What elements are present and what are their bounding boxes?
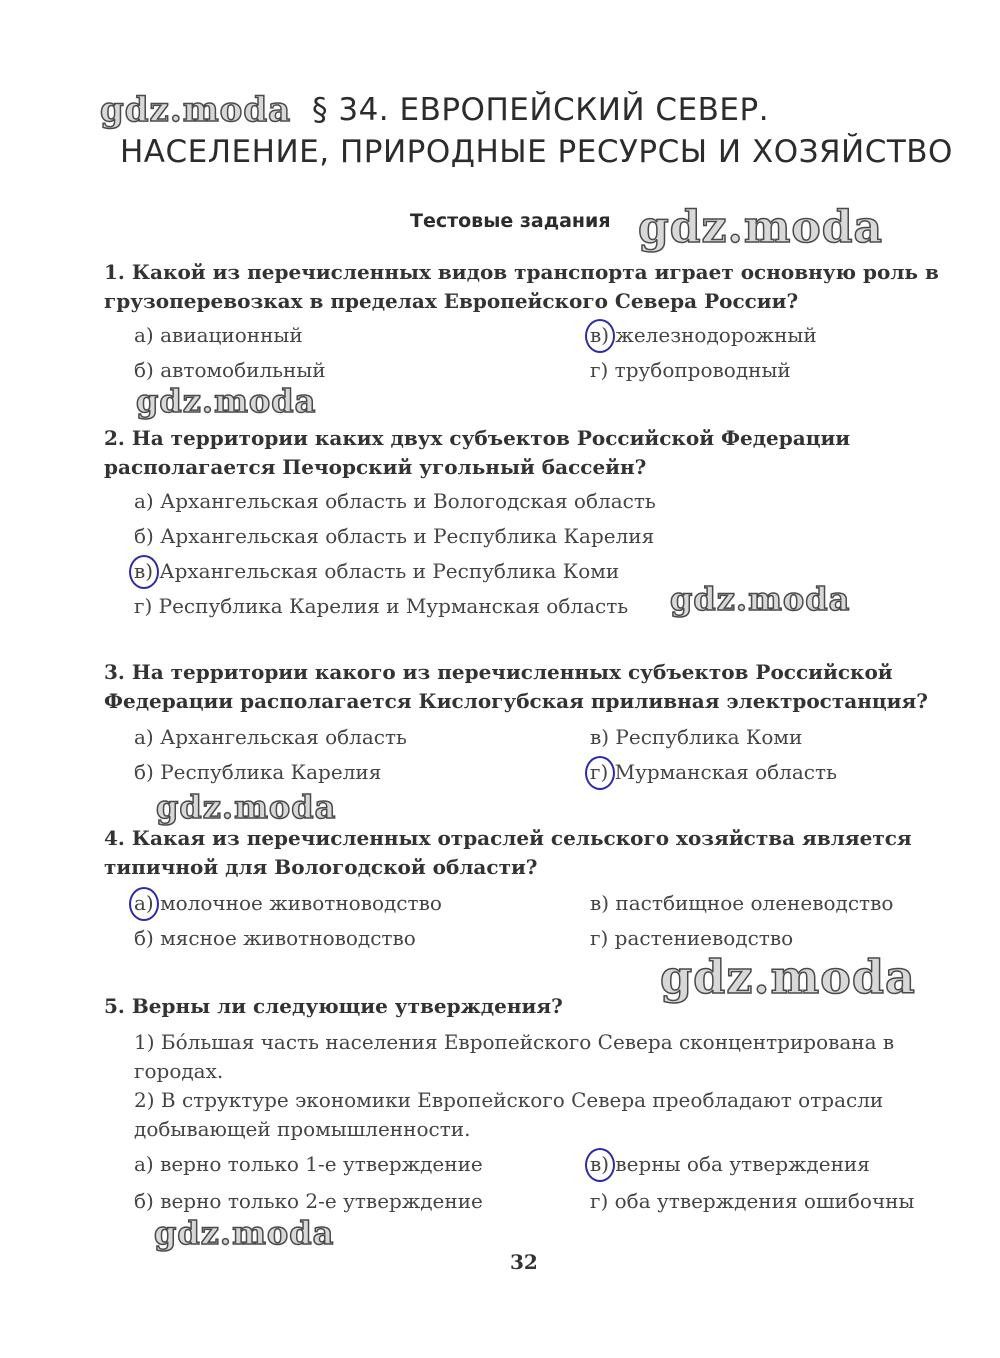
q2-option-a: а) Архангельская область и Вологодская область bbox=[134, 489, 656, 513]
page-number: 32 bbox=[510, 1250, 538, 1274]
q1-option-b: б) автомобильный bbox=[134, 358, 326, 382]
q5-option-b: б) верно только 2-е утверждение bbox=[134, 1189, 483, 1213]
q2-answer-circle: в) bbox=[134, 559, 154, 583]
q3-option-g-text: Мурманская область bbox=[608, 760, 837, 784]
q2-option-b: б) Архангельская область и Республика Карелия bbox=[134, 524, 655, 548]
watermark-logo: gdz.moda bbox=[660, 950, 916, 1004]
q2-option-v bbox=[134, 558, 619, 584]
title-line-2: НАСЕЛЕНИЕ, ПРИРОДНЫЕ РЕСУРСЫ И ХОЗЯЙСТВО bbox=[120, 134, 953, 170]
q3-option-v: в) Республика Коми bbox=[590, 725, 803, 749]
q1-option-v-text: железнодорожный bbox=[609, 323, 817, 347]
q5-statement-2: 2) В структуре экономики Европейского Севера преобладают отрасли добывающей промышленности. bbox=[134, 1088, 884, 1141]
watermark-logo: gdz.moda bbox=[638, 202, 884, 253]
q4-option-b: б) мясное животноводство bbox=[134, 926, 416, 950]
watermark-logo: gdz.moda bbox=[156, 788, 337, 826]
section-heading: Тестовые задания bbox=[410, 210, 611, 232]
question-2: 2. На территории каких двух субъектов Российской Федерации располагается Печорский угольный бассейн? bbox=[104, 426, 851, 479]
q4-option-a bbox=[134, 890, 442, 916]
q1-option-g: г) трубопроводный bbox=[590, 358, 791, 382]
question-3: 3. На территории какого из перечисленных субъектов Российской Федерации располагается Кислогубская приливная электростанция? bbox=[104, 660, 928, 713]
q4-option-g: г) растениеводство bbox=[590, 926, 794, 950]
question-5: 5. Верны ли следующие утверждения? bbox=[104, 994, 563, 1018]
question-4: 4. Какая из перечисленных отраслей сельского хозяйства является типичной для Вологодской области? bbox=[104, 826, 912, 879]
q5-option-v-text: верны оба утверждения bbox=[609, 1152, 870, 1176]
q3-answer-circle: г) bbox=[590, 760, 609, 784]
q4-option-a-text: молочное животноводство bbox=[153, 891, 442, 915]
q5-option-a: а) верно только 1-е утверждение bbox=[134, 1152, 483, 1176]
watermark-logo: gdz.moda bbox=[670, 580, 851, 618]
q5-statement-1: 1) Бóльшая часть населения Европейского Севера сконцентрирована в городах. bbox=[134, 1030, 895, 1083]
question-1: 1. Какой из перечисленных видов транспорта играет основную роль в грузоперевозках в пределах Европейского Севера России? bbox=[104, 260, 939, 313]
watermark-logo: gdz.moda bbox=[100, 90, 292, 130]
q2-option-v-text: Архангельская область и Республика Коми bbox=[153, 559, 620, 583]
q5-option-v bbox=[590, 1151, 870, 1177]
q3-option-a: а) Архангельская область bbox=[134, 725, 407, 749]
title-line-1: § 34. ЕВРОПЕЙСКИЙ СЕВЕР. bbox=[312, 92, 770, 128]
watermark-logo: gdz.moda bbox=[154, 1214, 335, 1252]
watermark-logo: gdz.moda bbox=[136, 382, 317, 420]
q5-option-g: г) оба утверждения ошибочны bbox=[590, 1189, 915, 1213]
q3-option-b: б) Республика Карелия bbox=[134, 760, 382, 784]
q4-answer-circle: а) bbox=[134, 891, 154, 915]
q1-answer-circle: в) bbox=[590, 323, 610, 347]
q1-option-a: а) авиационный bbox=[134, 323, 303, 347]
q3-option-g bbox=[590, 759, 837, 785]
q1-option-v bbox=[590, 322, 817, 348]
q2-option-g: г) Республика Карелия и Мурманская область bbox=[134, 594, 629, 618]
q5-answer-circle: в) bbox=[590, 1152, 610, 1176]
q4-option-v: в) пастбищное оленеводство bbox=[590, 891, 894, 915]
